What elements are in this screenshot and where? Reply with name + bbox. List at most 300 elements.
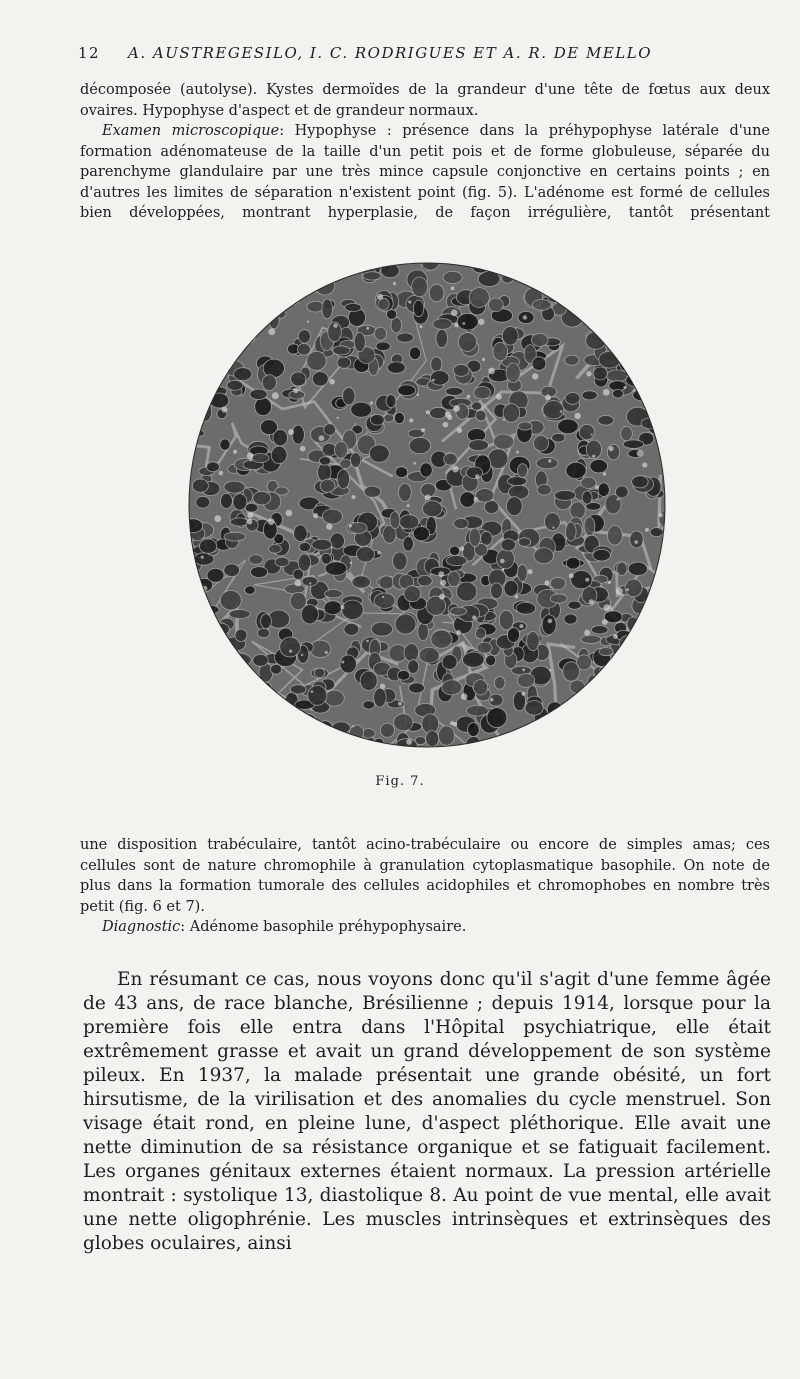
- cell-nucleus: [493, 342, 508, 361]
- cell-nucleus: [333, 346, 350, 355]
- cell-nucleus: [628, 562, 647, 575]
- cell-nucleus: [290, 279, 307, 293]
- cell-nucleus: [567, 736, 581, 748]
- cell-nucleus: [590, 459, 608, 473]
- cell-nucleus: [454, 518, 469, 528]
- cell-nucleus: [610, 714, 625, 729]
- cell-nucleus: [398, 385, 416, 396]
- cell-nucleus: [202, 347, 217, 356]
- cell-nucleus: [611, 294, 624, 311]
- tissue-highlight: [632, 637, 635, 640]
- cell-nucleus: [433, 319, 452, 330]
- cell-nucleus: [442, 680, 462, 695]
- cell-nucleus: [298, 344, 311, 356]
- cell-nucleus: [404, 644, 419, 662]
- cell-nucleus: [371, 622, 392, 636]
- cell-nucleus: [506, 262, 527, 269]
- cell-nucleus: [655, 678, 665, 690]
- cell-nucleus: [399, 515, 418, 529]
- tissue-highlight: [420, 325, 423, 328]
- tissue-highlight: [591, 434, 593, 436]
- tissue-highlight: [219, 471, 224, 476]
- cell-nucleus: [525, 262, 544, 271]
- tissue-highlight: [569, 735, 575, 741]
- tissue-highlight: [377, 294, 383, 300]
- cell-nucleus: [263, 359, 284, 377]
- cell-nucleus: [566, 522, 577, 541]
- cell-nucleus: [573, 709, 592, 719]
- cell-nucleus: [394, 714, 413, 731]
- cell-nucleus: [591, 626, 608, 634]
- tissue-highlight: [208, 638, 214, 644]
- cell-nucleus: [600, 666, 618, 675]
- cell-nucleus: [312, 372, 328, 387]
- cell-nucleus: [619, 355, 637, 372]
- cell-nucleus: [565, 393, 580, 405]
- tissue-highlight: [475, 474, 479, 478]
- cell-nucleus: [192, 479, 208, 492]
- cell-nucleus: [290, 685, 306, 694]
- cell-nucleus: [245, 503, 258, 512]
- cell-nucleus: [325, 690, 345, 706]
- cell-nucleus: [488, 298, 503, 312]
- cell-nucleus: [506, 497, 522, 516]
- cell-nucleus: [469, 288, 489, 308]
- tissue-highlight: [214, 515, 221, 522]
- tissue-highlight: [337, 417, 339, 419]
- cell-nucleus: [318, 736, 335, 748]
- cell-nucleus: [379, 576, 394, 589]
- cell-nucleus: [222, 689, 243, 700]
- tissue-highlight: [593, 698, 597, 702]
- cell-nucleus: [325, 590, 343, 598]
- cell-nucleus: [253, 491, 271, 505]
- cell-nucleus: [195, 339, 213, 352]
- cell-nucleus: [349, 523, 367, 534]
- cell-nucleus: [642, 724, 660, 741]
- cell-nucleus: [320, 479, 335, 492]
- cell-nucleus: [446, 387, 464, 395]
- cell-nucleus: [275, 557, 289, 566]
- cell-nucleus: [233, 297, 248, 308]
- cell-nucleus: [196, 665, 207, 676]
- cell-nucleus: [319, 457, 331, 465]
- tissue-highlight: [478, 319, 484, 325]
- cell-nucleus: [399, 484, 412, 502]
- cell-nucleus: [644, 732, 656, 743]
- cell-nucleus: [226, 310, 239, 326]
- cell-nucleus: [518, 422, 532, 430]
- cell-nucleus: [504, 580, 518, 596]
- tissue-highlight: [240, 313, 245, 318]
- tissue-highlight: [472, 615, 476, 619]
- tissue-highlight: [408, 300, 411, 303]
- cell-nucleus: [249, 290, 264, 301]
- tissue-highlight: [602, 619, 608, 625]
- cell-nucleus: [244, 729, 264, 744]
- cell-nucleus: [188, 646, 206, 658]
- cell-nucleus: [617, 562, 627, 575]
- cell-nucleus: [231, 298, 249, 316]
- cell-nucleus: [615, 486, 628, 498]
- cell-nucleus: [352, 576, 371, 588]
- cell-nucleus: [468, 723, 480, 737]
- tissue-highlight: [380, 684, 385, 689]
- tissue-highlight: [352, 495, 356, 499]
- cell-nucleus: [581, 635, 601, 643]
- tissue-highlight: [288, 429, 294, 435]
- cell-nucleus: [517, 564, 527, 581]
- tissue-highlight: [295, 580, 302, 587]
- cell-nucleus: [224, 532, 246, 541]
- cell-nucleus: [220, 493, 232, 508]
- cell-nucleus: [530, 737, 543, 745]
- tissue-highlight: [502, 568, 504, 570]
- cell-nucleus: [521, 262, 536, 277]
- cell-nucleus: [294, 525, 308, 542]
- tissue-highlight: [268, 518, 275, 525]
- tissue-highlight: [366, 327, 369, 330]
- cell-nucleus: [637, 278, 650, 297]
- cell-nucleus: [224, 564, 240, 577]
- cell-nucleus: [543, 401, 564, 419]
- tissue-highlight: [453, 405, 460, 412]
- tissue-highlight: [233, 450, 237, 454]
- tissue-highlight: [370, 401, 373, 404]
- cell-nucleus: [474, 386, 491, 399]
- cell-nucleus: [567, 698, 579, 708]
- cell-nucleus: [438, 726, 454, 745]
- cell-nucleus: [284, 584, 305, 594]
- cell-nucleus: [397, 333, 414, 342]
- cell-nucleus: [337, 357, 351, 368]
- tissue-highlight: [560, 410, 563, 413]
- cell-nucleus: [188, 612, 196, 631]
- tissue-highlight: [585, 578, 589, 582]
- cell-nucleus: [569, 262, 580, 270]
- tissue-highlight: [211, 731, 217, 737]
- cell-nucleus: [598, 483, 609, 497]
- tissue-highlight: [660, 426, 663, 429]
- tissue-highlight: [467, 395, 471, 399]
- tissue-highlight: [612, 670, 616, 674]
- cell-nucleus: [460, 492, 475, 508]
- tissue-highlight: [586, 371, 591, 376]
- cell-nucleus: [374, 593, 395, 608]
- cell-nucleus: [650, 708, 665, 723]
- tissue-highlight: [652, 632, 655, 635]
- cell-nucleus: [550, 577, 565, 589]
- tissue-highlight: [642, 707, 645, 710]
- cell-nucleus: [587, 675, 597, 695]
- cell-nucleus: [501, 539, 516, 551]
- cell-nucleus: [619, 277, 633, 292]
- cell-nucleus: [418, 575, 433, 586]
- cell-nucleus: [655, 364, 666, 376]
- cell-nucleus: [360, 671, 377, 690]
- cell-nucleus: [560, 281, 574, 299]
- cell-nucleus: [584, 517, 595, 536]
- paragraph-autolyse: décomposée (autolyse). Kystes dermoïdes de la grandeur d'une tête de fœtus aux deux ovaires. Hypophyse d'aspect et de grandeur normaux.: [80, 82, 770, 119]
- cell-nucleus: [467, 705, 489, 716]
- cell-nucleus: [243, 682, 259, 691]
- cell-nucleus: [193, 737, 209, 748]
- cell-nucleus: [477, 642, 492, 653]
- cell-nucleus: [207, 568, 224, 582]
- cell-nucleus: [557, 262, 567, 277]
- cell-nucleus: [579, 310, 591, 320]
- cell-nucleus: [625, 736, 637, 749]
- cell-nucleus: [476, 489, 494, 503]
- cell-nucleus: [525, 701, 543, 716]
- tissue-highlight: [482, 358, 485, 361]
- cell-nucleus: [430, 371, 449, 386]
- cell-nucleus: [481, 531, 493, 545]
- cell-nucleus: [549, 264, 570, 284]
- tissue-highlight: [457, 428, 462, 433]
- cell-nucleus: [623, 694, 639, 706]
- cell-nucleus: [516, 602, 536, 614]
- cell-nucleus: [640, 659, 661, 672]
- cell-nucleus: [557, 708, 571, 726]
- cell-nucleus: [196, 496, 210, 508]
- cell-nucleus: [395, 614, 416, 634]
- cell-nucleus: [299, 543, 311, 552]
- cell-nucleus: [650, 528, 663, 537]
- cell-nucleus: [188, 287, 206, 298]
- cell-nucleus: [261, 614, 272, 629]
- cell-nucleus: [623, 266, 637, 282]
- cell-nucleus: [423, 501, 443, 517]
- cell-nucleus: [257, 732, 271, 748]
- cell-nucleus: [192, 686, 208, 699]
- cell-nucleus: [642, 349, 662, 369]
- tissue-highlight: [300, 446, 306, 452]
- page-number: 12: [78, 44, 101, 62]
- cell-nucleus: [591, 302, 611, 318]
- cell-nucleus: [547, 270, 565, 288]
- cell-nucleus: [632, 638, 643, 658]
- cell-nucleus: [536, 458, 558, 469]
- cell-nucleus: [278, 723, 293, 742]
- cell-nucleus: [254, 688, 271, 705]
- cell-nucleus: [621, 262, 636, 269]
- cell-nucleus: [391, 317, 402, 333]
- cell-nucleus: [256, 265, 267, 279]
- tissue-highlight: [528, 569, 533, 574]
- cell-nucleus: [633, 389, 653, 401]
- cell-nucleus: [222, 278, 234, 291]
- cell-nucleus: [554, 264, 574, 281]
- paragraph-diagnostic: [80, 917, 770, 938]
- tissue-highlight: [293, 388, 298, 393]
- cell-nucleus: [585, 274, 602, 287]
- cell-nucleus: [632, 476, 649, 488]
- cell-nucleus: [579, 424, 594, 439]
- tissue-highlight: [500, 559, 505, 564]
- cell-nucleus: [431, 357, 442, 372]
- cell-nucleus: [444, 453, 458, 465]
- cell-nucleus: [656, 634, 666, 649]
- cell-nucleus: [446, 556, 467, 566]
- cell-nucleus: [573, 279, 588, 297]
- cell-nucleus: [375, 327, 387, 340]
- cell-nucleus: [301, 605, 318, 624]
- cell-nucleus: [607, 526, 622, 546]
- tissue-highlight: [222, 407, 228, 413]
- cell-nucleus: [612, 664, 624, 677]
- cell-nucleus: [419, 647, 439, 663]
- cell-nucleus: [308, 686, 327, 706]
- cell-nucleus: [413, 300, 423, 317]
- tissue-highlight: [549, 669, 551, 671]
- cell-nucleus: [363, 272, 381, 280]
- cell-nucleus: [499, 610, 513, 630]
- cell-nucleus: [364, 486, 381, 497]
- cell-nucleus: [473, 680, 487, 695]
- cell-nucleus: [645, 685, 655, 701]
- cell-nucleus: [369, 445, 389, 462]
- examen-text: : Hypophyse : présence dans la préhypophyse latérale d'une formation adénomateuse de la taille d'un petit pois et de forme globuleuse, séparée du parenchyme glandulaire par une très mince capsule conjonctive en certains points ; en d'autres les limites de séparation n'existent point (fig. 5). L'adénome est formé de cellules bien développées, montrant hyperplasie, de façon irrégulière, tantôt présentant: [80, 123, 770, 221]
- cell-nucleus: [226, 286, 236, 295]
- tissue-highlight: [608, 581, 611, 584]
- cell-nucleus: [340, 459, 351, 468]
- cell-nucleus: [570, 680, 585, 694]
- cell-nucleus: [638, 685, 657, 696]
- cell-nucleus: [531, 333, 548, 346]
- cell-nucleus: [604, 262, 617, 278]
- cell-nucleus: [251, 567, 268, 578]
- cell-nucleus: [533, 267, 551, 277]
- tissue-highlight: [660, 570, 664, 574]
- cell-nucleus: [453, 364, 469, 376]
- tissue-highlight: [333, 323, 338, 328]
- cell-nucleus: [225, 735, 242, 748]
- tissue-highlight: [460, 547, 465, 552]
- tissue-highlight: [609, 446, 614, 451]
- tissue-highlight: [532, 373, 538, 379]
- cell-nucleus: [314, 668, 325, 677]
- cell-nucleus: [636, 661, 657, 681]
- cell-nucleus: [380, 723, 394, 737]
- cell-nucleus: [507, 477, 526, 486]
- cell-nucleus: [630, 531, 644, 548]
- cell-nucleus: [583, 685, 602, 704]
- cell-nucleus: [443, 271, 462, 283]
- tissue-highlight: [584, 720, 586, 722]
- tissue-highlight: [247, 453, 253, 459]
- tissue-highlight: [276, 281, 280, 285]
- cell-nucleus: [188, 343, 200, 359]
- cell-nucleus: [558, 419, 579, 434]
- tissue-highlight: [268, 328, 275, 335]
- cell-nucleus: [337, 469, 349, 488]
- tissue-highlight: [350, 562, 352, 564]
- tissue-highlight: [658, 673, 663, 678]
- running-header: [78, 44, 778, 62]
- cell-nucleus: [497, 549, 515, 569]
- cell-nucleus: [322, 299, 333, 319]
- tissue-highlight: [456, 630, 461, 635]
- tissue-highlight: [503, 419, 505, 421]
- cell-nucleus: [324, 424, 336, 436]
- cell-nucleus: [431, 630, 452, 648]
- cell-nucleus: [537, 484, 551, 495]
- tissue-highlight: [603, 673, 607, 677]
- cell-nucleus: [599, 323, 617, 338]
- cell-nucleus: [532, 357, 546, 371]
- tissue-highlight: [438, 571, 444, 577]
- cell-nucleus: [587, 692, 598, 702]
- tissue-highlight: [603, 389, 610, 396]
- tissue-highlight: [211, 283, 214, 286]
- tissue-highlight: [270, 712, 276, 718]
- cell-nucleus: [188, 429, 205, 437]
- cell-nucleus: [631, 726, 649, 740]
- tissue-highlight: [603, 604, 610, 611]
- cell-nucleus: [517, 674, 534, 688]
- cell-nucleus: [398, 670, 410, 680]
- cell-nucleus: [625, 579, 642, 597]
- cell-nucleus: [615, 668, 633, 686]
- tissue-highlight: [425, 495, 431, 501]
- cell-nucleus: [188, 395, 195, 411]
- cell-nucleus: [256, 682, 271, 695]
- tissue-highlight: [439, 594, 445, 600]
- tissue-highlight: [307, 321, 309, 323]
- cell-nucleus: [527, 632, 540, 651]
- cell-nucleus: [233, 494, 247, 510]
- cell-nucleus: [615, 320, 634, 334]
- tissue-highlight: [488, 368, 495, 375]
- cell-nucleus: [220, 591, 241, 611]
- tissue-highlight: [628, 688, 633, 693]
- cell-nucleus: [260, 420, 277, 435]
- cell-nucleus: [486, 655, 496, 666]
- cell-nucleus: [302, 577, 318, 587]
- cell-nucleus: [225, 660, 240, 678]
- tissue-highlight: [552, 527, 554, 529]
- tissue-highlight: [340, 605, 344, 609]
- cell-nucleus: [188, 613, 206, 624]
- cell-nucleus: [302, 735, 313, 748]
- middle-text-block: [80, 835, 770, 938]
- cell-nucleus: [621, 426, 633, 440]
- cell-nucleus: [250, 389, 267, 399]
- cell-nucleus: [202, 291, 212, 307]
- paragraph-resume: En résumant ce cas, nous voyons donc qu'il s'agit d'une femme âgée de 43 ans, de race blanche, Brésilienne ; depuis 1914, lorsque pour la première fois elle entra dans l'Hôpital psychiatrique, elle était extrêmement grasse et avait un grand développement de son système pileux. En 1937, la malade présentait une grande obésité, un fort hirsutisme, de la virilisation et des anomalies du cycle menstruel. Son visage était rond, en pleine lune, d'aspect pléthorique. Elle avait une nette diminution de sa résistance organique et se fatiguait facilement. Les organes génitaux externes étaient normaux. La pression artérielle montrait : systolique 13, diastolique 8. Au point de vue mental, elle avait une nette oligophrénie. Les muscles intrinsèques et extrinsèques des globes oculaires, ainsi: [83, 969, 771, 1254]
- cell-nucleus: [374, 688, 386, 707]
- main-text-block: [83, 968, 771, 1256]
- tissue-highlight: [366, 640, 369, 643]
- cell-nucleus: [188, 736, 204, 748]
- cell-nucleus: [566, 557, 580, 569]
- diagnostic-label: Diagnostic: [102, 919, 181, 935]
- micrograph-image: [188, 262, 666, 748]
- examen-label: Examen microscopique: [102, 123, 280, 139]
- cell-nucleus: [652, 646, 663, 666]
- tissue-highlight: [341, 661, 344, 664]
- tissue-highlight: [413, 462, 416, 465]
- cell-nucleus: [450, 546, 460, 556]
- cell-nucleus: [517, 734, 535, 743]
- cell-nucleus: [351, 453, 361, 468]
- cell-nucleus: [565, 355, 579, 365]
- cell-nucleus: [511, 264, 530, 274]
- cell-nucleus: [436, 329, 448, 347]
- tissue-highlight: [201, 556, 204, 559]
- cell-nucleus: [279, 292, 301, 306]
